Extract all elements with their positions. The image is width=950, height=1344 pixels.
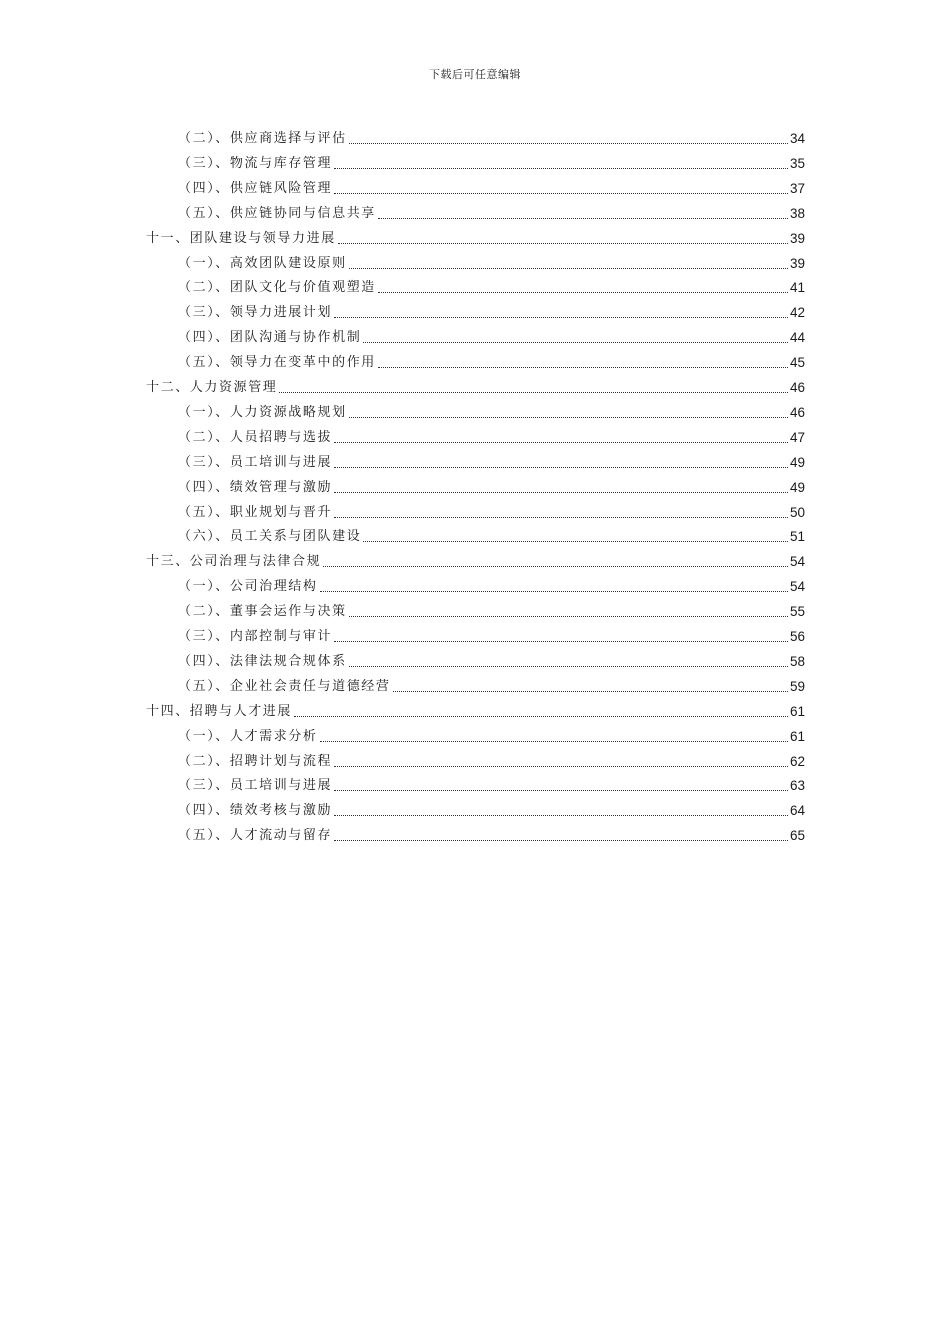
toc-page-number: 47 xyxy=(789,429,805,445)
toc-page-number: 37 xyxy=(789,180,805,196)
toc-entry-title: 十四、招聘与人才进展 xyxy=(146,703,293,719)
toc-dot-leader xyxy=(349,665,788,667)
toc-section-entry[interactable] xyxy=(178,398,805,422)
toc-dot-leader xyxy=(378,366,788,368)
toc-section-entry[interactable] xyxy=(178,473,805,497)
toc-page-number: 62 xyxy=(789,753,805,769)
toc-entry-title: （四）、绩效管理与激励 xyxy=(178,479,333,495)
toc-page-number: 45 xyxy=(789,355,805,371)
toc-dot-leader xyxy=(334,192,788,194)
toc-page-number: 58 xyxy=(789,653,805,669)
toc-section-entry[interactable] xyxy=(178,796,805,820)
toc-entry-title: （一）、人才需求分析 xyxy=(178,728,318,744)
toc-dot-leader xyxy=(279,391,788,393)
toc-dot-leader xyxy=(349,416,788,418)
toc-dot-leader xyxy=(363,540,788,542)
toc-page-number: 44 xyxy=(789,330,805,346)
toc-section-entry[interactable] xyxy=(178,672,805,696)
toc-entry-title: （二）、供应商选择与评估 xyxy=(178,131,347,146)
toc-section-entry[interactable] xyxy=(178,498,805,522)
toc-dot-leader xyxy=(338,242,788,244)
page-header: 下载后可任意编辑 xyxy=(429,68,521,81)
toc-chapter-entry[interactable] xyxy=(146,697,805,721)
toc-dot-leader xyxy=(334,814,788,816)
toc-section-entry[interactable] xyxy=(178,423,805,447)
toc-entry-title: （三）、内部控制与审计 xyxy=(178,629,333,644)
toc-page-number: 39 xyxy=(789,230,805,246)
toc-chapter-entry[interactable] xyxy=(146,547,805,571)
toc-entry-title: （四）、法律法规合规体系 xyxy=(178,653,347,669)
toc-section-entry[interactable] xyxy=(178,174,805,198)
toc-page-number: 59 xyxy=(789,678,805,694)
toc-entry-title: （二）、团队文化与价值观塑造 xyxy=(178,280,376,296)
toc-page-number: 61 xyxy=(789,728,805,744)
toc-dot-leader xyxy=(334,167,788,169)
toc-page-number: 56 xyxy=(789,629,805,644)
toc-section-entry[interactable] xyxy=(178,348,805,372)
toc-page-number: 46 xyxy=(789,380,805,395)
toc-entry-title: （五）、企业社会责任与道德经营 xyxy=(178,678,391,694)
toc-dot-leader xyxy=(349,267,788,269)
toc-page-number: 39 xyxy=(789,255,805,271)
toc-dot-leader xyxy=(334,839,788,841)
toc-entry-title: （四）、绩效考核与激励 xyxy=(178,803,333,819)
toc-dot-leader xyxy=(334,640,788,642)
toc-dot-leader xyxy=(294,715,788,717)
toc-entry-title: （四）、供应链风险管理 xyxy=(178,180,333,196)
toc-entry-title: （三）、物流与库存管理 xyxy=(178,155,333,171)
toc-dot-leader xyxy=(334,789,788,791)
toc-entry-title: （一）、人力资源战略规划 xyxy=(178,404,347,420)
toc-section-entry[interactable] xyxy=(178,821,805,845)
toc-dot-leader xyxy=(378,291,788,293)
toc-entry-title: （五）、职业规划与晋升 xyxy=(178,504,333,520)
toc-page-number: 38 xyxy=(789,205,805,221)
toc-section-entry[interactable] xyxy=(178,323,805,347)
toc-page-number: 61 xyxy=(789,703,805,719)
toc-dot-leader xyxy=(349,142,788,144)
toc-page-number: 41 xyxy=(789,280,805,296)
toc-entry-title: （五）、领导力在变革中的作用 xyxy=(178,355,376,371)
toc-entry-title: （四）、团队沟通与协作机制 xyxy=(178,330,362,346)
toc-section-entry[interactable] xyxy=(178,298,805,322)
toc-entry-title: （一）、公司治理结构 xyxy=(178,579,318,595)
toc-chapter-entry[interactable] xyxy=(146,373,805,397)
toc-entry-title: （二）、招聘计划与流程 xyxy=(178,753,333,769)
toc-page-number: 50 xyxy=(789,504,805,520)
toc-section-entry[interactable] xyxy=(178,124,805,148)
toc-dot-leader xyxy=(349,615,788,617)
toc-dot-leader xyxy=(334,466,788,468)
toc-chapter-entry[interactable] xyxy=(146,224,805,248)
toc-section-entry[interactable] xyxy=(178,273,805,297)
toc-page-number: 54 xyxy=(789,554,805,570)
toc-section-entry[interactable] xyxy=(178,647,805,671)
toc-dot-leader xyxy=(334,765,788,767)
toc-entry-title: （一）、高效团队建设原则 xyxy=(178,255,347,271)
toc-entry-title: 十一、团队建设与领导力进展 xyxy=(146,230,336,246)
toc-entry-title: （六）、员工关系与团队建设 xyxy=(178,529,362,545)
toc-section-entry[interactable] xyxy=(178,572,805,596)
toc-section-entry[interactable] xyxy=(178,622,805,646)
toc-dot-leader xyxy=(320,740,788,742)
toc-section-entry[interactable] xyxy=(178,597,805,621)
toc-dot-leader xyxy=(334,516,788,518)
toc-dot-leader xyxy=(320,590,788,592)
toc-entry-title: （五）、人才流动与留存 xyxy=(178,828,333,844)
toc-dot-leader xyxy=(334,441,788,443)
toc-page-number: 49 xyxy=(789,454,805,470)
toc-page-number: 46 xyxy=(789,404,805,420)
toc-section-entry[interactable] xyxy=(178,249,805,273)
toc-page-number: 64 xyxy=(789,803,805,819)
toc-page-number: 49 xyxy=(789,479,805,495)
toc-entry-title: （三）、领导力进展计划 xyxy=(178,305,333,321)
toc-page-number: 65 xyxy=(789,828,805,844)
toc-section-entry[interactable] xyxy=(178,199,805,223)
toc-entry-title: （二）、人员招聘与选拔 xyxy=(178,429,333,445)
toc-entry-title: 十二、人力资源管理 xyxy=(146,380,278,395)
toc-section-entry[interactable] xyxy=(178,448,805,472)
toc-dot-leader xyxy=(334,316,788,318)
toc-page-number: 54 xyxy=(789,579,805,595)
toc-section-entry[interactable] xyxy=(178,722,805,746)
toc-dot-leader xyxy=(393,690,788,692)
toc-entry-title: （三）、员工培训与进展 xyxy=(178,778,333,794)
toc-entry-title: （二）、董事会运作与决策 xyxy=(178,604,347,620)
toc-page-number: 34 xyxy=(789,131,805,146)
toc-dot-leader xyxy=(334,491,788,493)
toc-entry-title: （五）、供应链协同与信息共享 xyxy=(178,205,376,221)
toc-page-number: 55 xyxy=(789,604,805,620)
toc-dot-leader xyxy=(323,565,788,567)
toc-page-number: 42 xyxy=(789,305,805,321)
toc-section-entry[interactable] xyxy=(178,747,805,771)
toc-page-number: 35 xyxy=(789,155,805,171)
toc-page-number: 63 xyxy=(789,778,805,794)
toc-section-entry[interactable] xyxy=(178,522,805,546)
toc-entry-title: （三）、员工培训与进展 xyxy=(178,454,333,470)
toc-section-entry[interactable] xyxy=(178,771,805,795)
toc-dot-leader xyxy=(378,217,788,219)
toc-section-entry[interactable] xyxy=(178,149,805,173)
toc-dot-leader xyxy=(363,341,788,343)
toc-page-number: 51 xyxy=(789,529,805,545)
toc-entry-title: 十三、公司治理与法律合规 xyxy=(146,554,322,570)
